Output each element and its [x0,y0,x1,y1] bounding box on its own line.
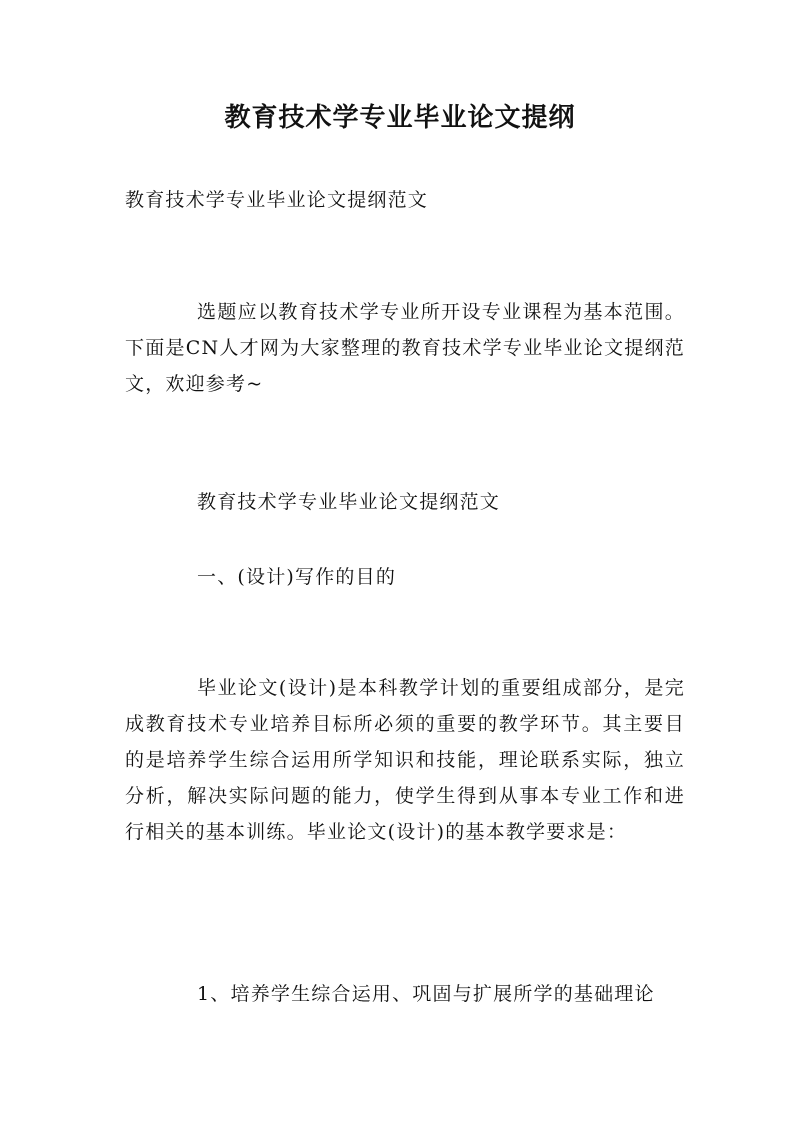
purpose-paragraph: 毕业论文(设计)是本科教学计划的重要组成部分，是完成教育技术专业培养目标所必须的重要的教学环节。其主要目的是培养学生综合运用所学知识和技能，理论联系实际，独立分析，解决实际问题的能力，使学生得到从事本专业工作和进行相关的基本训练。毕业论文(设计)的基本教学要求是： [125,677,685,843]
list-item-one: 1、培养学生综合运用、巩固与扩展所学的基础理论 [197,983,655,1005]
document-title: 教育技术学专业毕业论文提纲 [224,103,576,133]
section-title: 教育技术学专业毕业论文提纲范文 [197,491,501,513]
document-subtitle: 教育技术学专业毕业论文提纲范文 [125,189,429,211]
intro-paragraph: 选题应以教育技术学专业所开设专业课程为基本范围。下面是CN人才网为大家整理的教育技术学专业毕业论文提纲范文，欢迎参考~ [125,301,685,395]
section-one-heading: 一、(设计)写作的目的 [197,566,397,588]
